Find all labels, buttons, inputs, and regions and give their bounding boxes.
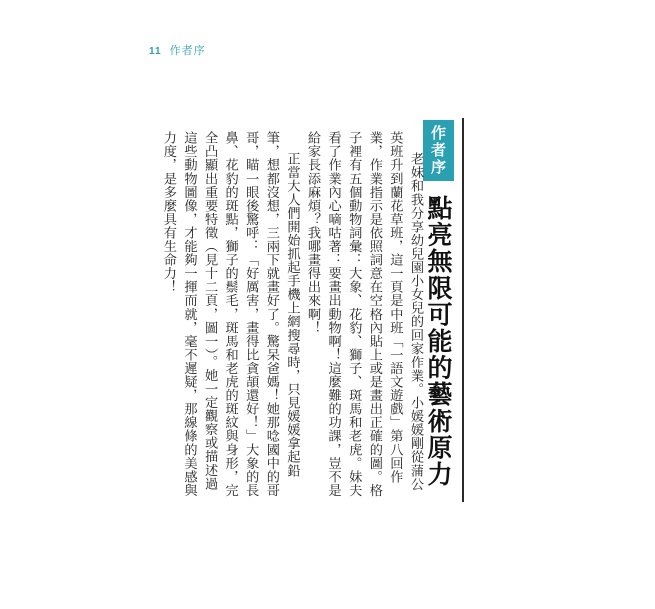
title-rule xyxy=(462,118,464,502)
paragraph-1: 老妹和我分享幼兒園小女兒的回家作業。小媛媛剛從蒲公英班升到蘭花草班，這一頁是中班「一語文遊戲」第八回作業，作業指示是依照詞意在空格內貼上或是畫出正確的圖。格子裡有五個動物詞彙：大象、花豹、獅子、斑馬和老虎。妹夫看了作業內心嘀咕著：要畫出動物啊！這麼難的功課，豈不是給家長添麻煩？我哪畫得出來啊！ xyxy=(305,131,423,497)
chapter-tag: 作者序 xyxy=(423,120,454,181)
running-header xyxy=(149,42,206,58)
chapter-title: 點亮無限可能的藝術原力 xyxy=(424,195,453,488)
running-header-section: 作者序 xyxy=(169,44,206,57)
page-number: 11 xyxy=(149,46,162,57)
body-text xyxy=(157,131,425,501)
paragraph-2: 正當大人們開始抓起手機上網搜尋時，只見媛媛拿起鉛筆，想都沒想，三兩下就畫好了。驚呆爸媽！她那唸國中的哥哥，瞄一眼後驚呼：「好厲害，畫得比貪頡還好！」大象的長鼻、花豹的斑點，獅子的鬃毛，斑馬和老虎的斑紋與身形，完全凸顯出重要特徵（見十二頁，圖一）。她一定觀察或描述過這些動物圖像，才能夠一揮而就，毫不遲疑，那線條的美感與力度，是多麼具有生命力！ xyxy=(160,131,300,497)
